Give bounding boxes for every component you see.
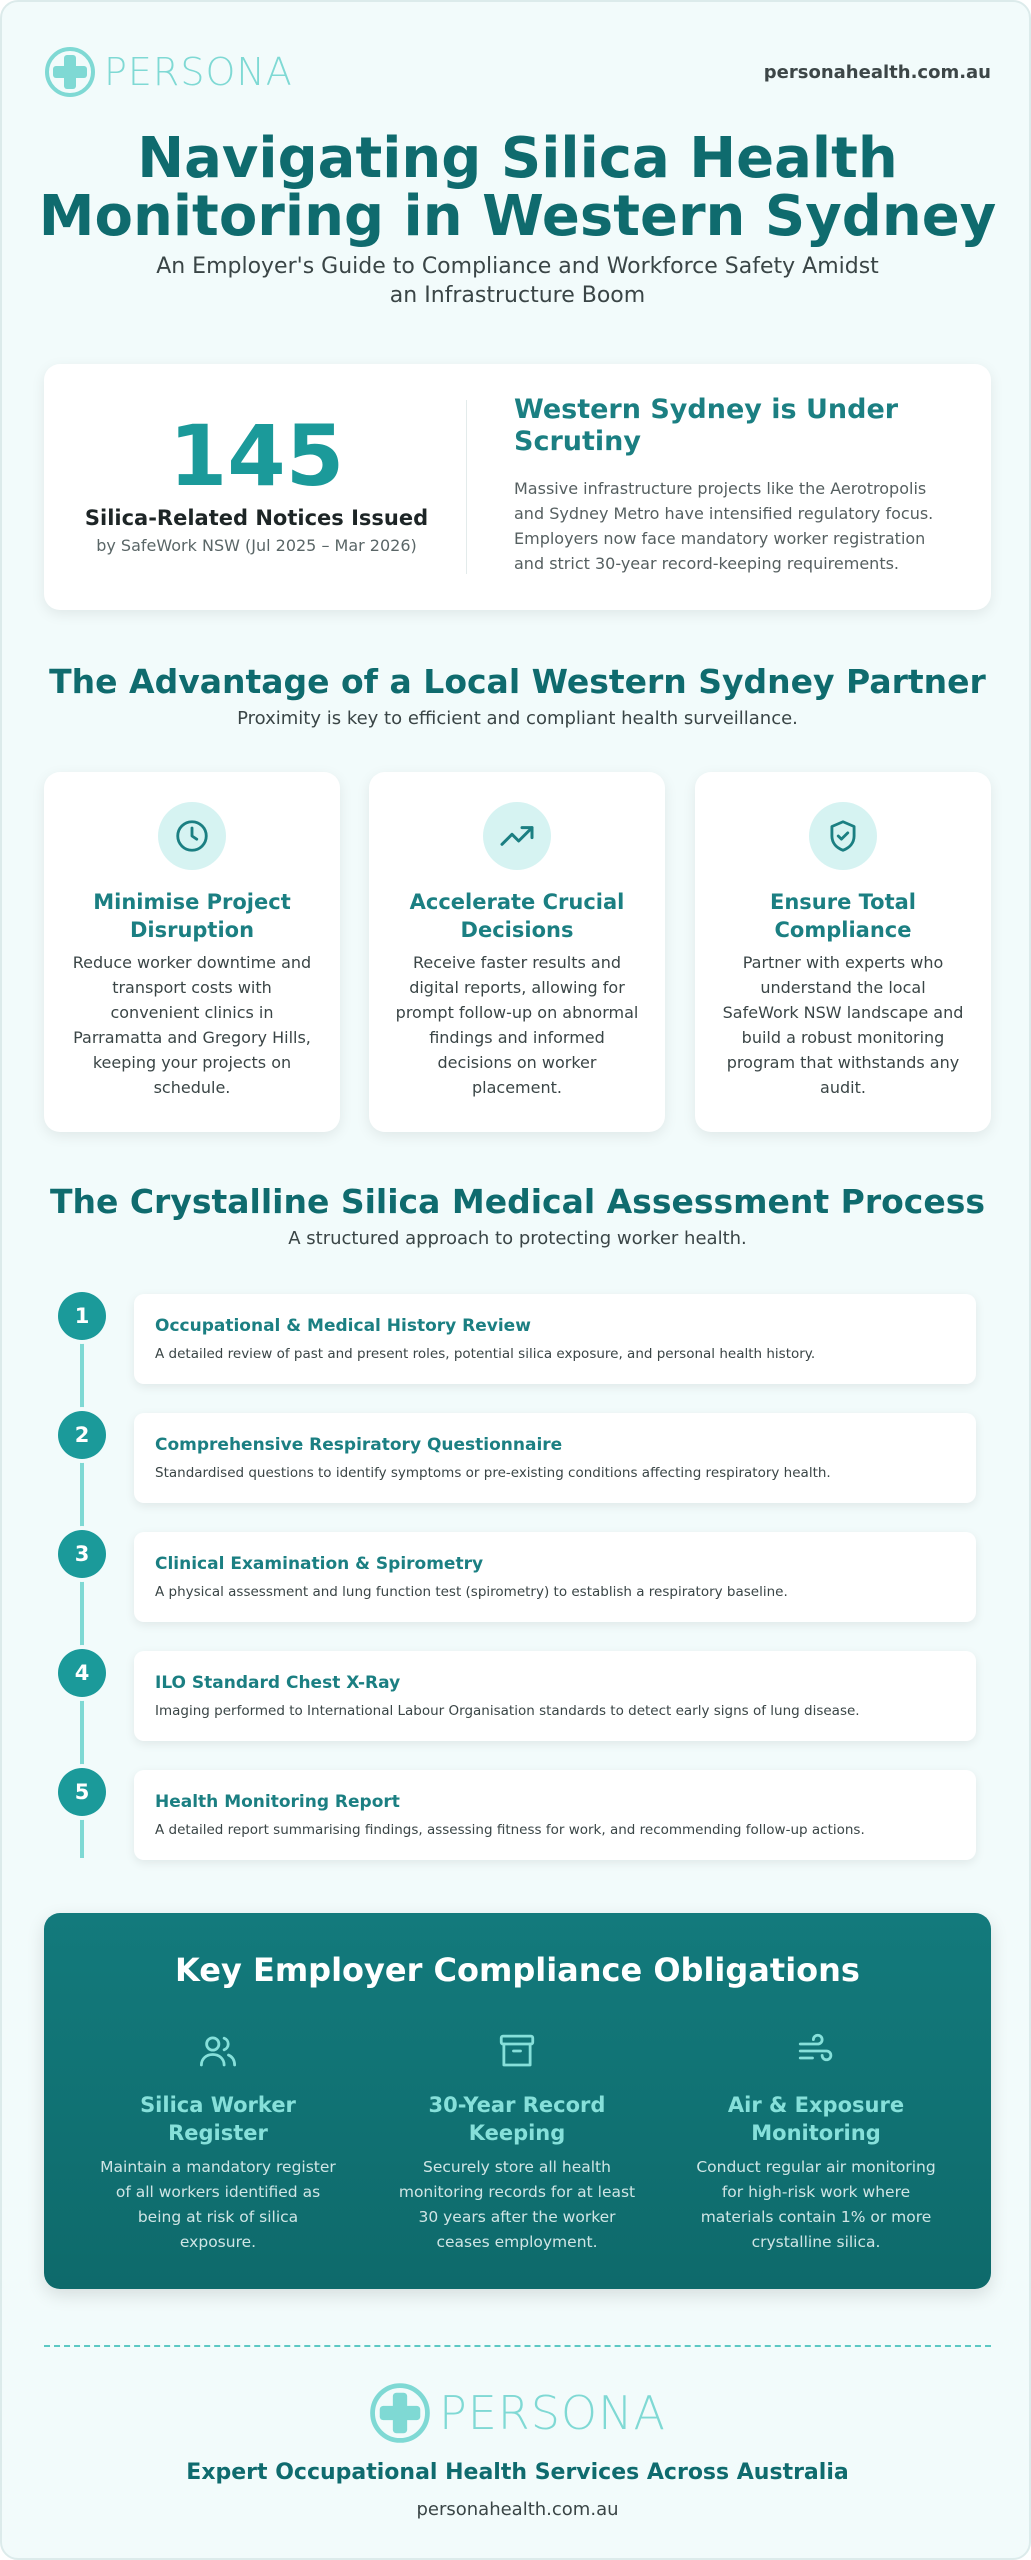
process-step [56,1649,986,1741]
process-subtitle: A structured approach to protecting worker health. [288,1228,747,1249]
process-steps [56,1292,986,1862]
process-step [56,1530,986,1622]
feature-title: Ensure Total Compliance [769,890,917,942]
feature-title: Accelerate Crucial Decisions [409,890,625,942]
obligation-text: Maintain a mandatory register of all workers identified as being at risk of silica exposure. [100,2158,336,2251]
step-text: Standardised questions to identify symptoms or pre-existing conditions affecting respiratory health. [155,1465,831,1481]
footer-logo[interactable] [2,2382,1031,2444]
obligation-title: 30-Year Record Keeping [428,2093,606,2145]
step-text: A detailed report summarising findings, assessing fitness for work, and recommending follow-up actions. [155,1822,865,1838]
notices-source: by SafeWork NSW (Jul 2025 – Mar 2026) [96,536,417,555]
footer-url-link[interactable]: personahealth.com.au [416,2499,619,2520]
step-text: A detailed review of past and present roles, potential silica exposure, and personal health history. [155,1346,816,1362]
logo-wordmark: PERSONA [104,50,293,94]
wind-icon [666,2029,966,2073]
obligation-record-keeping [367,2029,667,2255]
archive-icon [367,2029,667,2073]
process-step [56,1768,986,1860]
scrutiny-panel [514,394,954,576]
step-number-badge: 3 [58,1530,106,1578]
step-number-badge: 1 [58,1292,106,1340]
step-number-badge: 2 [58,1411,106,1459]
footer-logo-group [369,2382,666,2444]
site-url-link[interactable]: personahealth.com.au [763,61,991,83]
header [44,42,991,102]
page-subtitle: An Employer's Guide to Compliance and Workforce Safety Amidst an Infrastructure Boom [156,254,879,308]
obligation-text: Conduct regular air monitoring for high-risk work where materials contain 1% or more crystalline silica. [696,2158,936,2251]
users-icon [68,2029,368,2073]
advantage-subtitle: Proximity is key to efficient and compliant health surveillance. [237,708,798,729]
medical-cross-icon [44,46,96,98]
obligation-air-monitoring [666,2029,966,2255]
obligation-title: Silica Worker Register [140,2093,296,2145]
feature-card-minimise-disruption [44,772,340,1132]
process-step [56,1411,986,1503]
feature-title: Minimise Project Disruption [93,890,291,942]
header-logo[interactable] [44,46,293,98]
feature-card-accelerate-decisions [369,772,665,1132]
step-card [134,1770,976,1860]
step-title: Health Monitoring Report [155,1792,400,1812]
step-title: Clinical Examination & Spirometry [155,1554,484,1574]
obligation-title: Air & Exposure Monitoring [727,2093,905,2145]
step-card [134,1532,976,1622]
obligation-worker-register [68,2029,368,2255]
scrutiny-heading: Western Sydney is Under Scrutiny [514,394,899,457]
obligations-panel [44,1913,991,2289]
step-card [134,1294,976,1384]
medical-cross-icon [369,2382,431,2444]
clock-icon [158,802,226,870]
step-title: Occupational & Medical History Review [155,1316,531,1336]
page-title [2,126,1031,249]
notices-label: Silica-Related Notices Issued [84,506,429,530]
footer-tagline: Expert Occupational Health Services Across Australia [186,2460,849,2485]
obligation-text: Securely store all health monitoring records for at least 30 years after the worker ceases employment. [398,2158,636,2251]
scrutiny-body: Massive infrastructure projects like the Aerotropolis and Sydney Metro have intensified regulatory focus. Employers now face mandatory worker registration and strict 30-year record-keeping requirements. [514,479,934,573]
feature-text: Receive faster results and digital reports, allowing for prompt follow-up on abnormal findings and informed decisions on worker placement. [395,953,639,1097]
advantage-cards [44,772,991,1132]
obligations-title: Key Employer Compliance Obligations [175,1951,860,1989]
notices-count: 145 [168,407,345,505]
step-text: Imaging performed to International Labour Organisation standards to detect early signs of lung disease. [155,1703,860,1719]
feature-card-total-compliance [695,772,991,1132]
step-number-badge: 4 [58,1649,106,1697]
advantage-title: The Advantage of a Local Western Sydney Partner [49,662,986,701]
page-title-line-1: Navigating Silica Health [137,126,898,191]
feature-text: Partner with experts who understand the local SafeWork NSW landscape and build a robust monitoring program that withstands any audit. [722,953,964,1097]
step-title: Comprehensive Respiratory Questionnaire [155,1435,563,1455]
footer-divider [44,2345,991,2347]
trending-up-icon [483,802,551,870]
step-number-badge: 5 [58,1768,106,1816]
feature-text: Reduce worker downtime and transport costs with convenient clinics in Parramatta and Gregory Hills, keeping your projects on schedule. [72,953,312,1097]
process-step [56,1292,986,1384]
step-title: ILO Standard Chest X-Ray [155,1673,401,1693]
stat-divider [466,400,467,574]
step-card [134,1413,976,1503]
page-title-line-2: Monitoring in Western Sydney [38,184,997,249]
step-card [134,1651,976,1741]
stat-figure [44,364,469,610]
footer-logo-wordmark: PERSONA [438,2386,667,2440]
shield-check-icon [809,802,877,870]
process-title: The Crystalline Silica Medical Assessment Process [49,1182,986,1221]
stat-card [44,364,991,610]
step-text: A physical assessment and lung function test (spirometry) to establish a respiratory baseline. [155,1584,788,1600]
